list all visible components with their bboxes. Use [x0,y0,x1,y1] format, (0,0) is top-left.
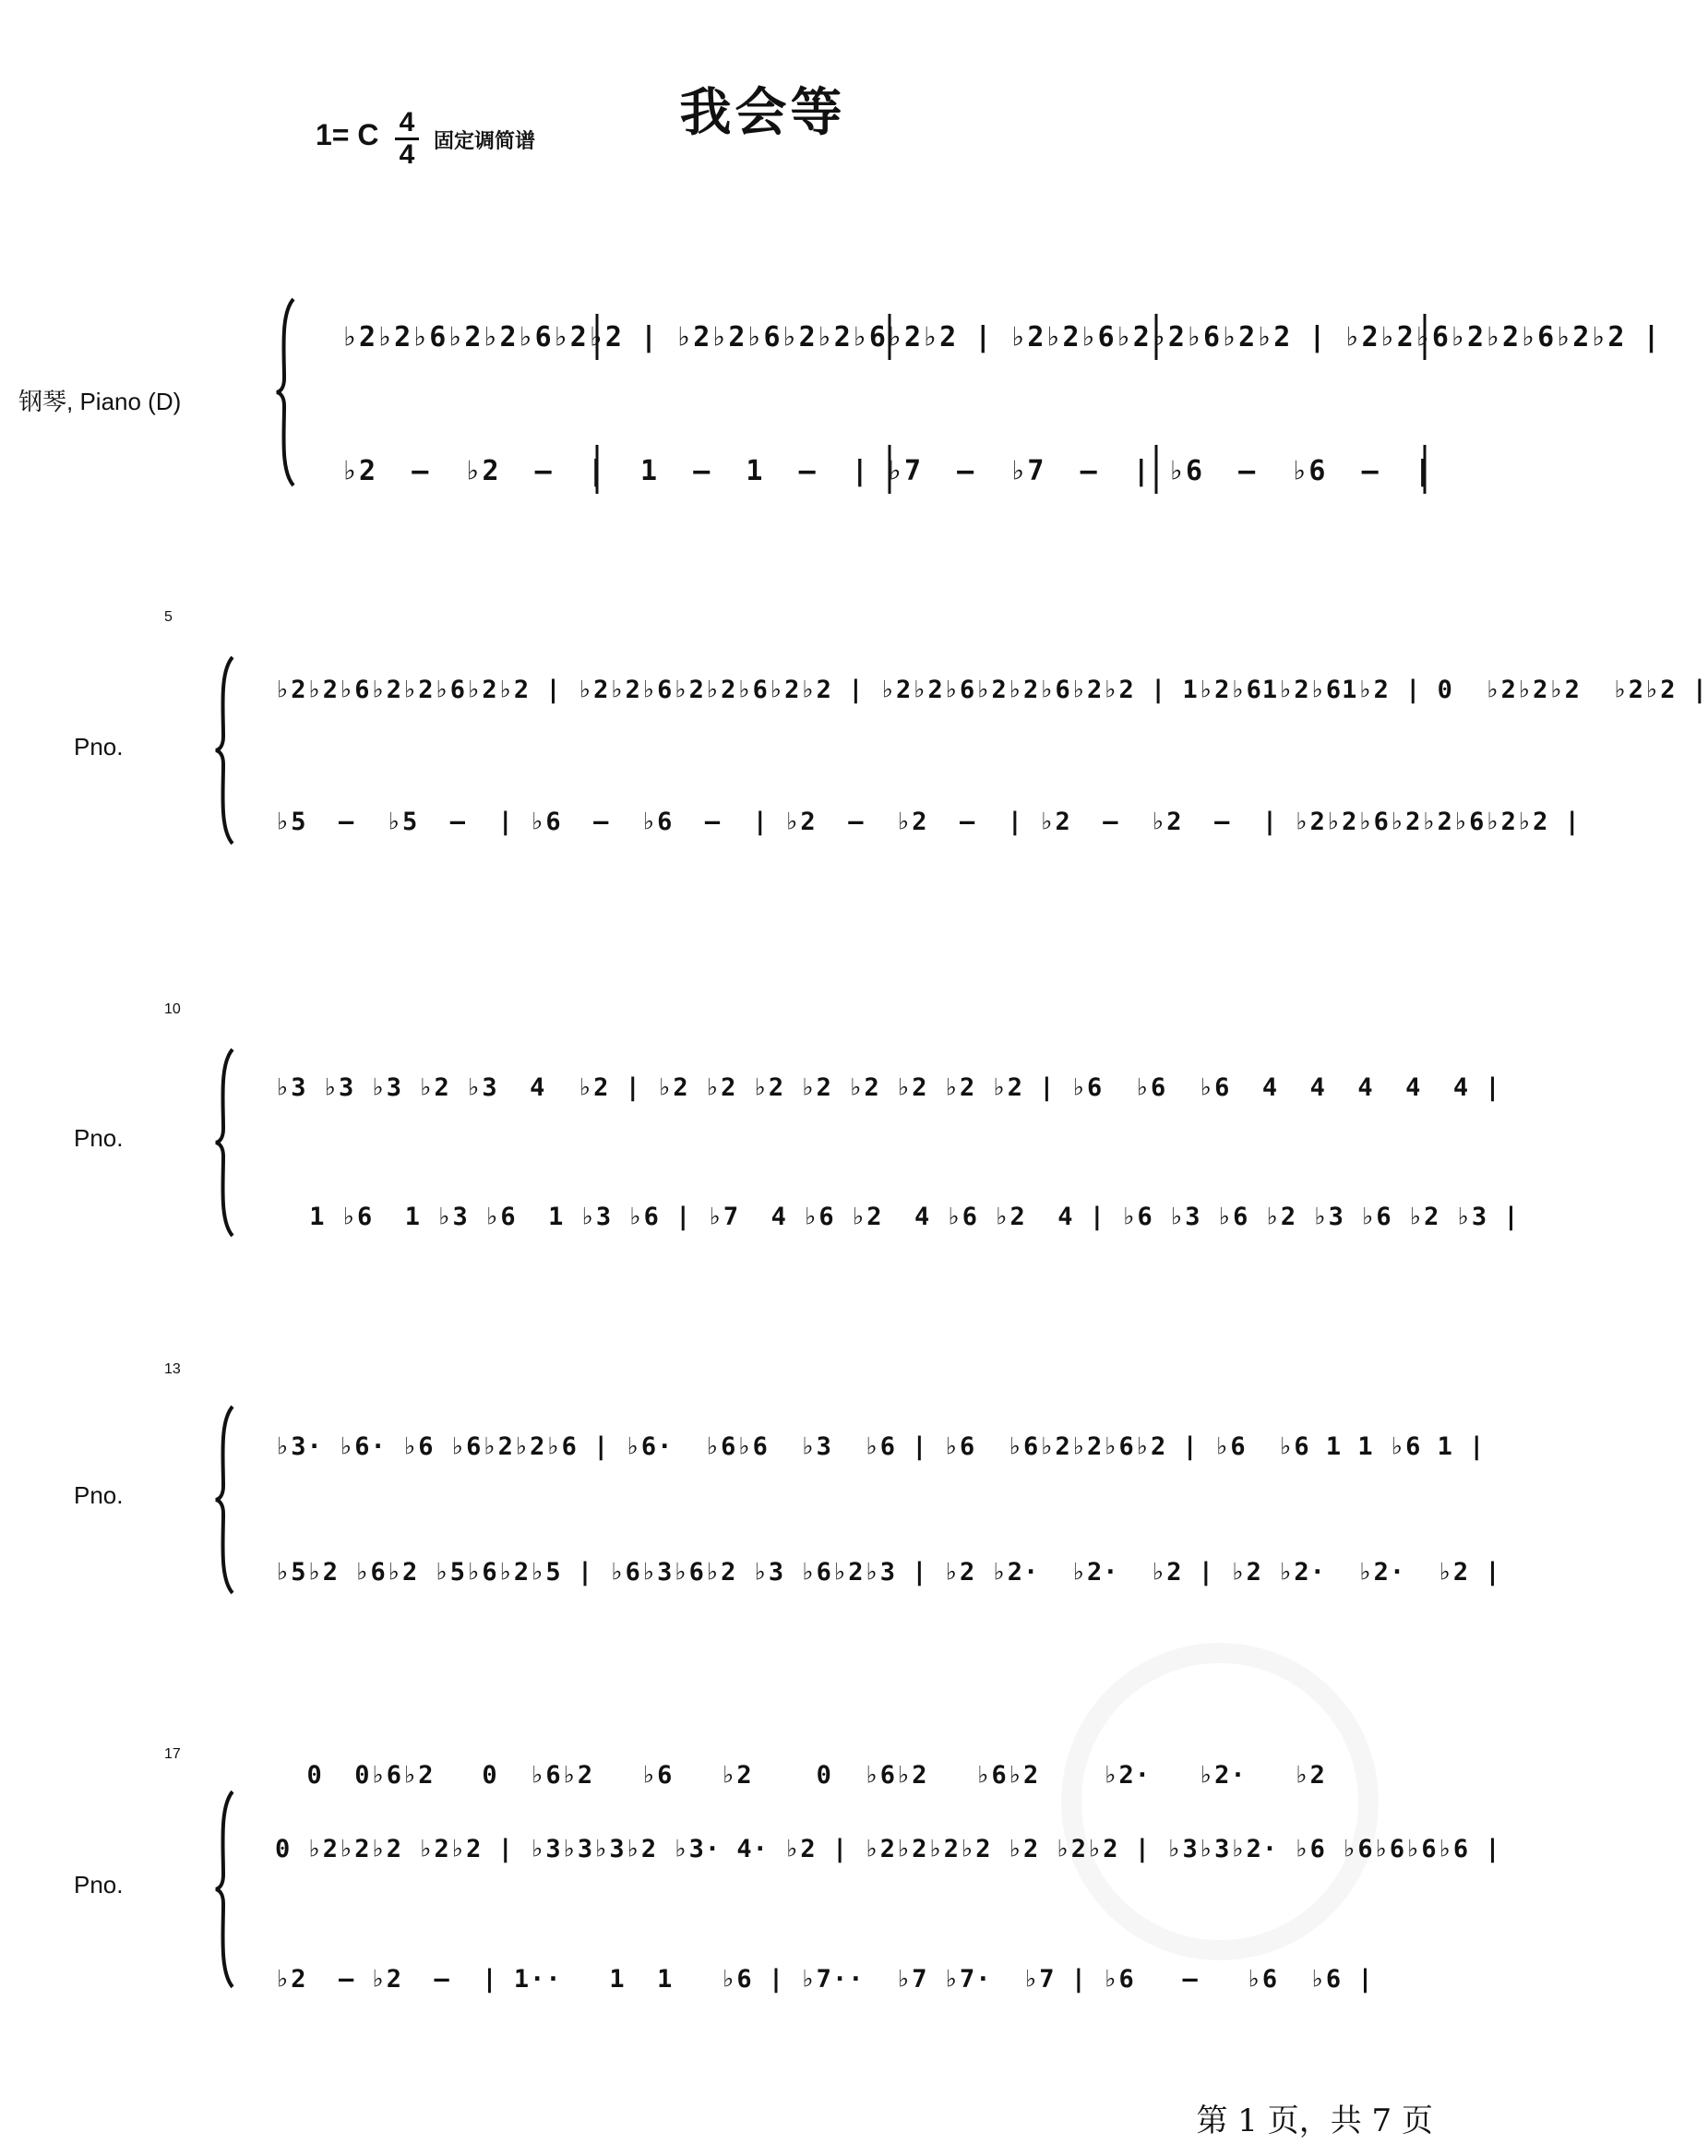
measure-number: 10 [164,1001,181,1017]
watermark-logo [1061,1643,1379,1960]
barlines [0,295,1525,498]
measure-number: 17 [164,1746,181,1762]
instrument-label: Pno. [74,1481,124,1509]
brace-icon [214,1403,236,1597]
score-title: 我会等 [679,82,846,143]
upper-staff: ♭3· ♭6· ♭6 ♭6♭2♭2♭6 | ♭6· ♭6♭6 ♭3 ♭6 | ♭6 ♭6♭2♭2♭6♭2 | ♭6 ♭6 1 1 ♭6 1 | [275,1432,1486,1461]
instrument-label: 钢琴, Piano (D) [18,388,182,415]
instrument-label: Pno. [74,1871,124,1898]
brace-icon [214,653,236,847]
measure-number: 13 [164,1361,181,1377]
upper-staff: ♭3 ♭3 ♭3 ♭2 ♭3 4 ♭2 | ♭2 ♭2 ♭2 ♭2 ♭2 ♭2 ♭2 ♭2 | ♭6 ♭6 ♭6 4 4 4 4 4 | [275,1073,1501,1102]
time-signature [395,109,419,169]
page-indicator: 第 1 页，共 7 页 [1196,2102,1433,2139]
lower-staff: ♭5 – ♭5 – | ♭6 – ♭6 – | ♭2 – ♭2 – | ♭2 – ♭2 – | ♭2♭2♭6♭2♭2♭6♭2♭2 | [275,808,1581,836]
notation-type: 固定调简谱 [434,130,536,153]
lower-staff: 1 ♭6 1 ♭3 ♭6 1 ♭3 ♭6 | ♭7 4 ♭6 ♭2 4 ♭6 ♭2 4 | ♭6 ♭3 ♭6 ♭2 ♭3 ♭6 ♭2 ♭3 | [293,1203,1520,1231]
lower-staff: ♭5♭2 ♭6♭2 ♭5♭6♭2♭5 | ♭6♭3♭6♭2 ♭3 ♭6♭2♭3 | ♭2 ♭2· ♭2· ♭2 | ♭2 ♭2· ♭2· ♭2 | [275,1558,1501,1587]
brace-icon [214,1046,236,1240]
instrument-label: Pno. [74,733,124,761]
time-top: 4 [399,107,415,138]
measure-number: 5 [164,609,173,625]
upper-voice: 0 0♭6♭2 0 ♭6♭2 ♭6 ♭2 0 ♭6♭2 ♭6♭2 ♭2· ♭2· ♭2 [275,1761,1326,1790]
brace-icon [214,1788,236,1991]
upper-staff: ♭2♭2♭6♭2♭2♭6♭2♭2 | ♭2♭2♭6♭2♭2♭6♭2♭2 | ♭2♭2♭6♭2♭2♭6♭2♭2 | 1♭2♭61♭2♭61♭2 | 0 ♭2♭2♭2 ♭2♭2 | [275,676,1708,704]
lower-staff: ♭2 – ♭2 – | 1 – 1 – | ♭7 – ♭7 – | ♭6 – ♭6 – | [341,455,1432,487]
key-signature: 1= C [316,118,379,151]
time-bottom: 4 [399,139,415,170]
lower-staff: ♭2 – ♭2 – | 1·· 1 1 ♭6 | ♭7·· ♭7 ♭7· ♭7 | ♭6 – ♭6 ♭6 | [275,1965,1374,1994]
instrument-label: Pno. [74,1124,124,1152]
upper-staff: ♭2♭2♭6♭2♭2♭6♭2♭2 | ♭2♭2♭6♭2♭2♭6♭2♭2 | ♭2♭2♭6♭2♭2♭6♭2♭2 | ♭2♭2♭6♭2♭2♭6♭2♭2 | [341,321,1661,353]
upper-staff: 0 ♭2♭2♭2 ♭2♭2 | ♭3♭3♭3♭2 ♭3· 4· ♭2 | ♭2♭2♭2♭2 ♭2 ♭2♭2 | ♭3♭3♭2· ♭6 ♭6♭6♭6♭6 | [275,1835,1501,1863]
